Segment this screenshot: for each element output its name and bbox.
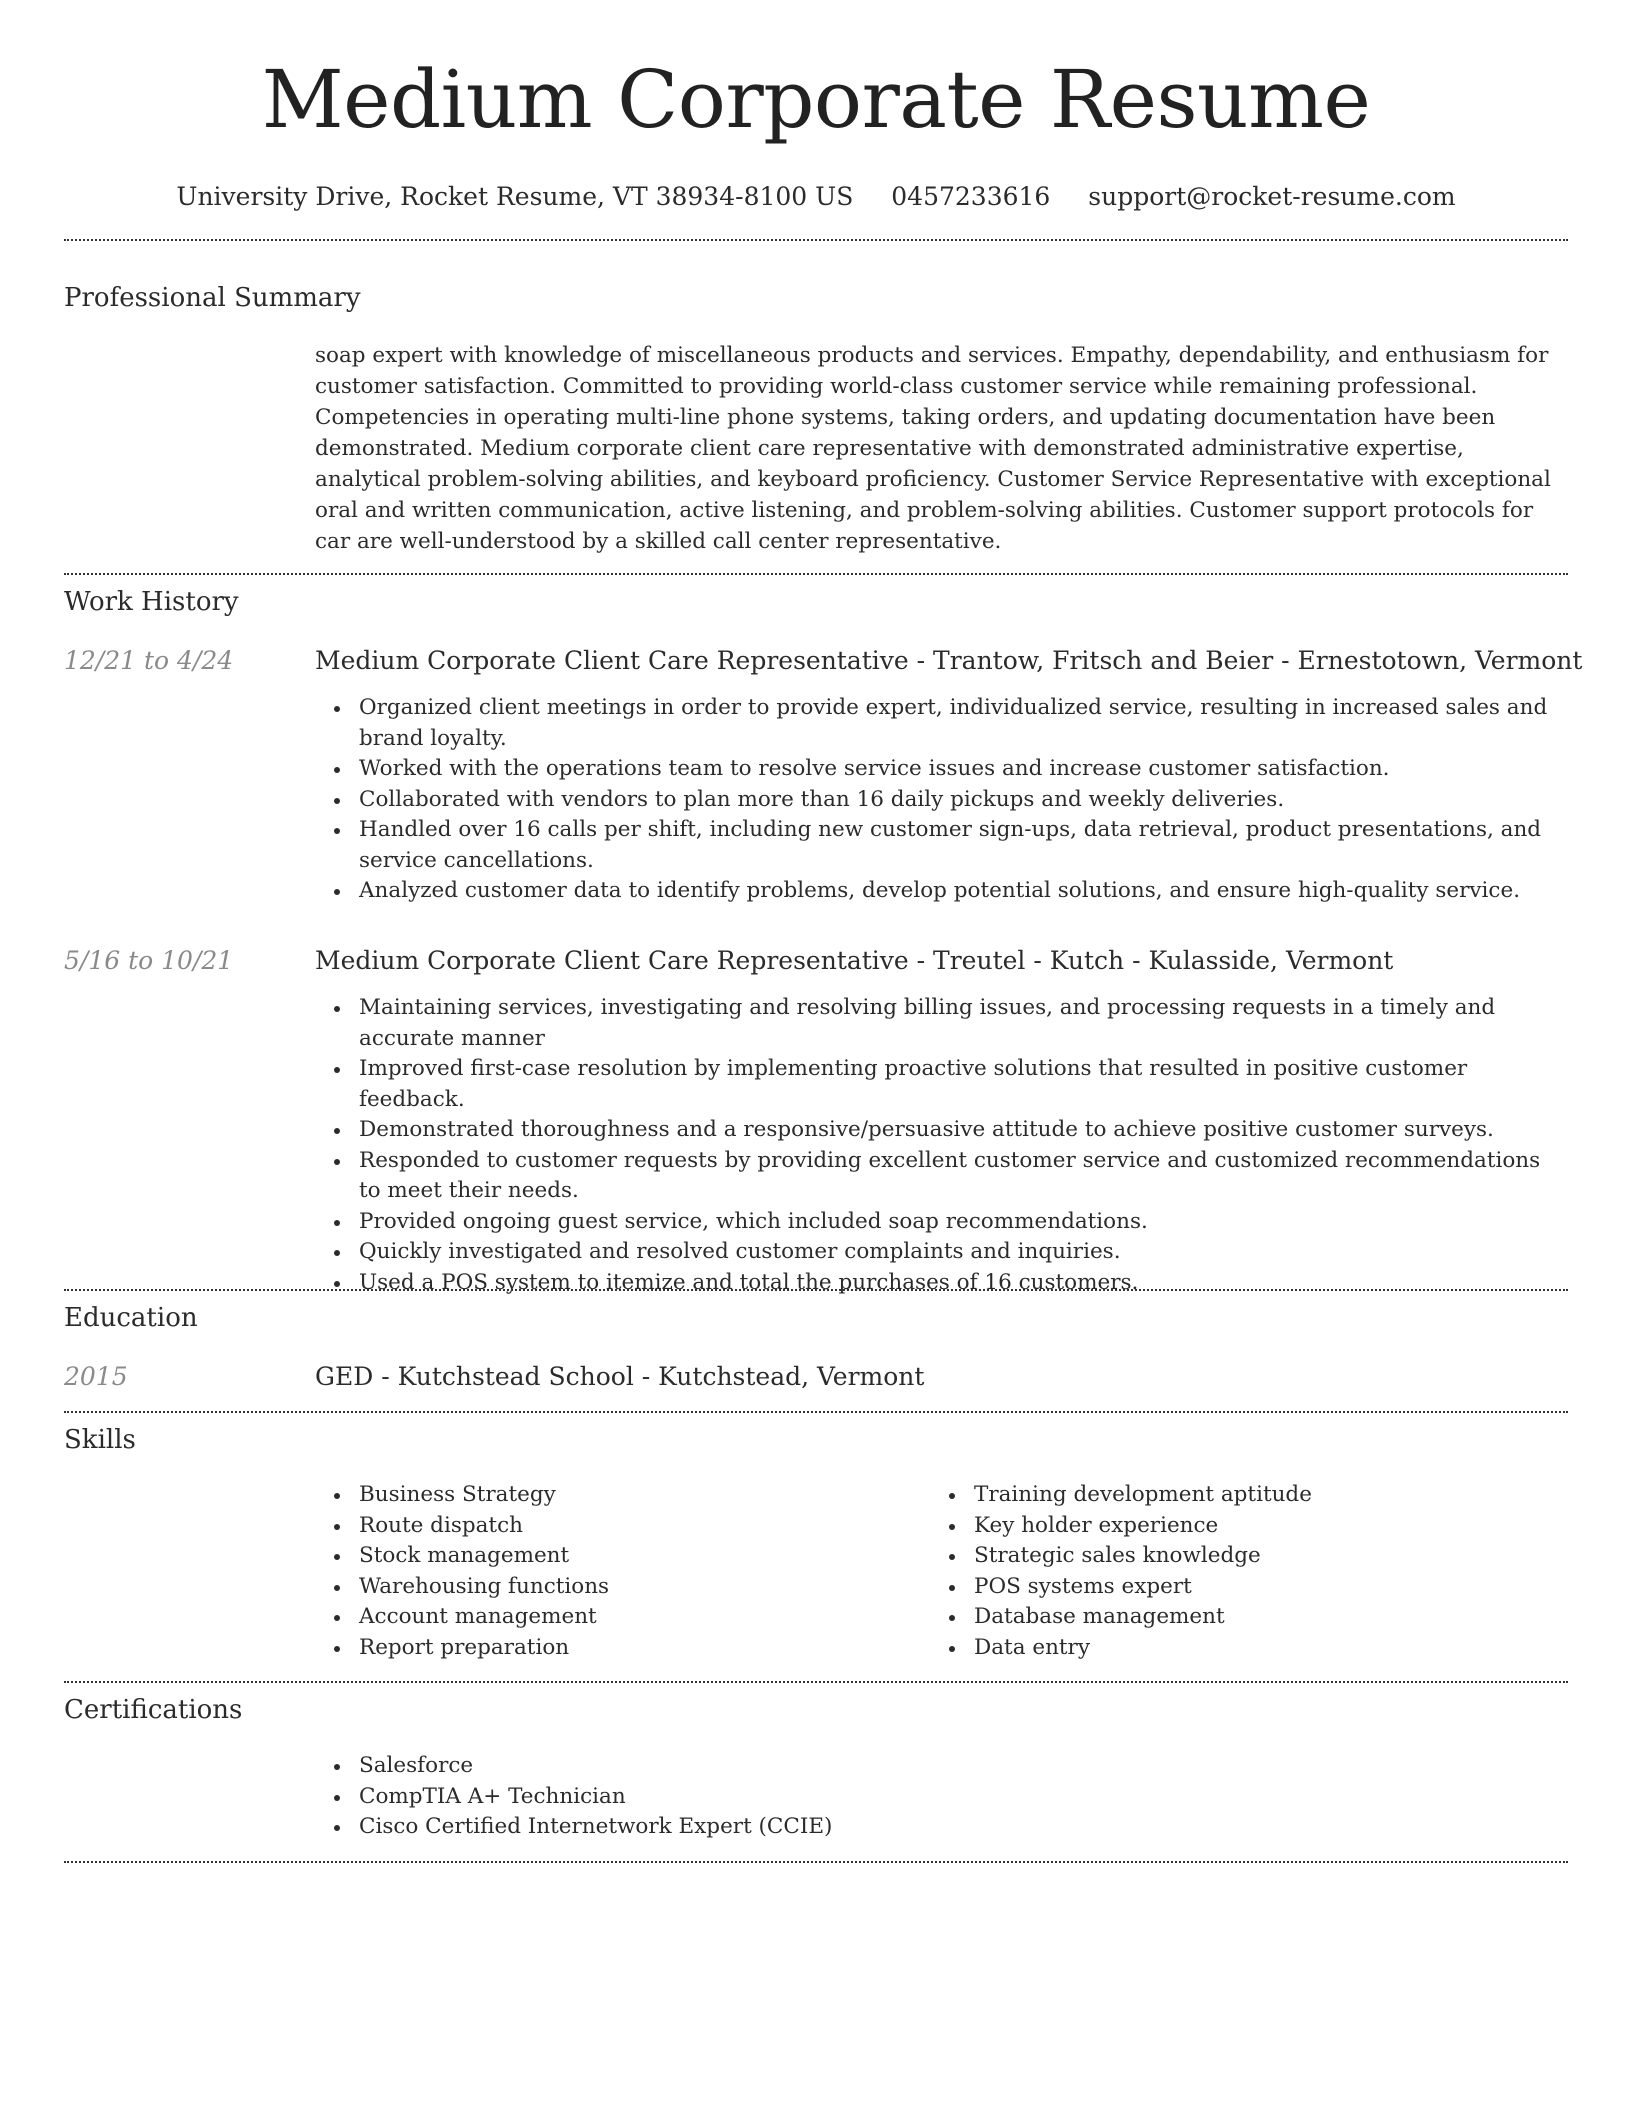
- list-item: Route dispatch: [315, 1511, 915, 1542]
- divider: [64, 1861, 1568, 1863]
- list-item: Training development aptitude: [930, 1480, 1550, 1511]
- contact-address: University Drive, Rocket Resume, VT 38934-8100 US: [176, 182, 854, 211]
- list-item: Data entry: [930, 1633, 1550, 1664]
- skills-list-left: [315, 1480, 915, 1663]
- job-bullets: [315, 693, 1568, 907]
- list-item: POS systems expert: [930, 1572, 1550, 1603]
- list-item: Report preparation: [315, 1633, 915, 1664]
- divider: [64, 239, 1568, 241]
- summary-text: soap expert with knowledge of miscellaneous products and services. Empathy, dependability, and enthusiasm for customer satisfaction. Committed to providing world-class customer service while remaining professional. Competencies in operating multi-line phone systems, taking orders, and updating documentation have been demonstrated. Medium corporate client care representative with demonstrated administrative expertise, analytical problem-solving abilities, and keyboard proficiency. Customer Service Representative with exceptional oral and written communication, active listening, and problem-solving abilities. Customer support protocols for car are well-understood by a skilled call center representative.: [315, 343, 1551, 554]
- list-item: Cisco Certified Internetwork Expert (CCIE): [315, 1812, 1215, 1843]
- list-item: Improved first-case resolution by implementing proactive solutions that resulted in positive customer feedback.: [315, 1054, 1568, 1115]
- list-item: Key holder experience: [930, 1511, 1550, 1542]
- list-item: Database management: [930, 1602, 1550, 1633]
- section-title-skills: Skills: [64, 1425, 136, 1455]
- list-item: Business Strategy: [315, 1480, 915, 1511]
- divider: [64, 1289, 1568, 1291]
- list-item: CompTIA A+ Technician: [315, 1782, 1215, 1813]
- job-dates: 5/16 to 10/21: [64, 946, 234, 975]
- list-item: Handled over 16 calls per shift, including new customer sign-ups, data retrieval, product presentations, and service cancellations.: [315, 815, 1568, 876]
- list-item: Stock management: [315, 1541, 915, 1572]
- divider: [64, 573, 1568, 575]
- list-item: Quickly investigated and resolved customer complaints and inquiries.: [315, 1237, 1568, 1268]
- contact-line: [64, 180, 1568, 214]
- divider: [64, 1411, 1568, 1413]
- list-item: Warehousing functions: [315, 1572, 915, 1603]
- education-year: 2015: [64, 1362, 128, 1391]
- education-heading: GED - Kutchstead School - Kutchstead, Vermont: [315, 1362, 925, 1391]
- list-item: Maintaining services, investigating and resolving billing issues, and processing requests in a timely and accurate manner: [315, 993, 1568, 1054]
- list-item: Account management: [315, 1602, 915, 1633]
- list-item: Demonstrated thoroughness and a responsive/persuasive attitude to achieve positive customer surveys.: [315, 1115, 1568, 1146]
- contact-phone: 0457233616: [891, 182, 1051, 211]
- list-item: Provided ongoing guest service, which included soap recommendations.: [315, 1207, 1568, 1238]
- job-bullets: [315, 993, 1568, 1298]
- section-title-summary: Professional Summary: [64, 283, 361, 313]
- list-item: Strategic sales knowledge: [930, 1541, 1550, 1572]
- section-title-certifications: Certifications: [64, 1695, 243, 1725]
- list-item: Organized client meetings in order to provide expert, individualized service, resulting in increased sales and brand loyalty.: [315, 693, 1568, 754]
- job-heading: Medium Corporate Client Care Representative - Treutel - Kutch - Kulasside, Vermont: [315, 946, 1394, 975]
- resume-name: Medium Corporate Resume: [261, 53, 1371, 146]
- contact-email: support@rocket-resume.com: [1088, 182, 1456, 211]
- job-dates: 12/21 to 4/24: [64, 646, 234, 675]
- section-title-work: Work History: [64, 587, 239, 617]
- certifications-list: [315, 1751, 1215, 1843]
- list-item: Salesforce: [315, 1751, 1215, 1782]
- job-heading: Medium Corporate Client Care Representative - Trantow, Fritsch and Beier - Ernestotown, Vermont: [315, 646, 1583, 675]
- list-item: Collaborated with vendors to plan more than 16 daily pickups and weekly deliveries.: [315, 785, 1568, 816]
- skills-list-right: [930, 1480, 1550, 1663]
- divider: [64, 1681, 1568, 1683]
- section-title-education: Education: [64, 1303, 198, 1333]
- resume-page: [64, 0, 1583, 1839]
- list-item: Used a POS system to itemize and total the purchases of 16 customers.: [315, 1268, 1568, 1299]
- list-item: Responded to customer requests by providing excellent customer service and customized recommendations to meet their needs.: [315, 1146, 1568, 1207]
- resume-header: [64, 0, 1568, 214]
- list-item: Worked with the operations team to resolve service issues and increase customer satisfaction.: [315, 754, 1568, 785]
- list-item: Analyzed customer data to identify problems, develop potential solutions, and ensure high-quality service.: [315, 876, 1568, 907]
